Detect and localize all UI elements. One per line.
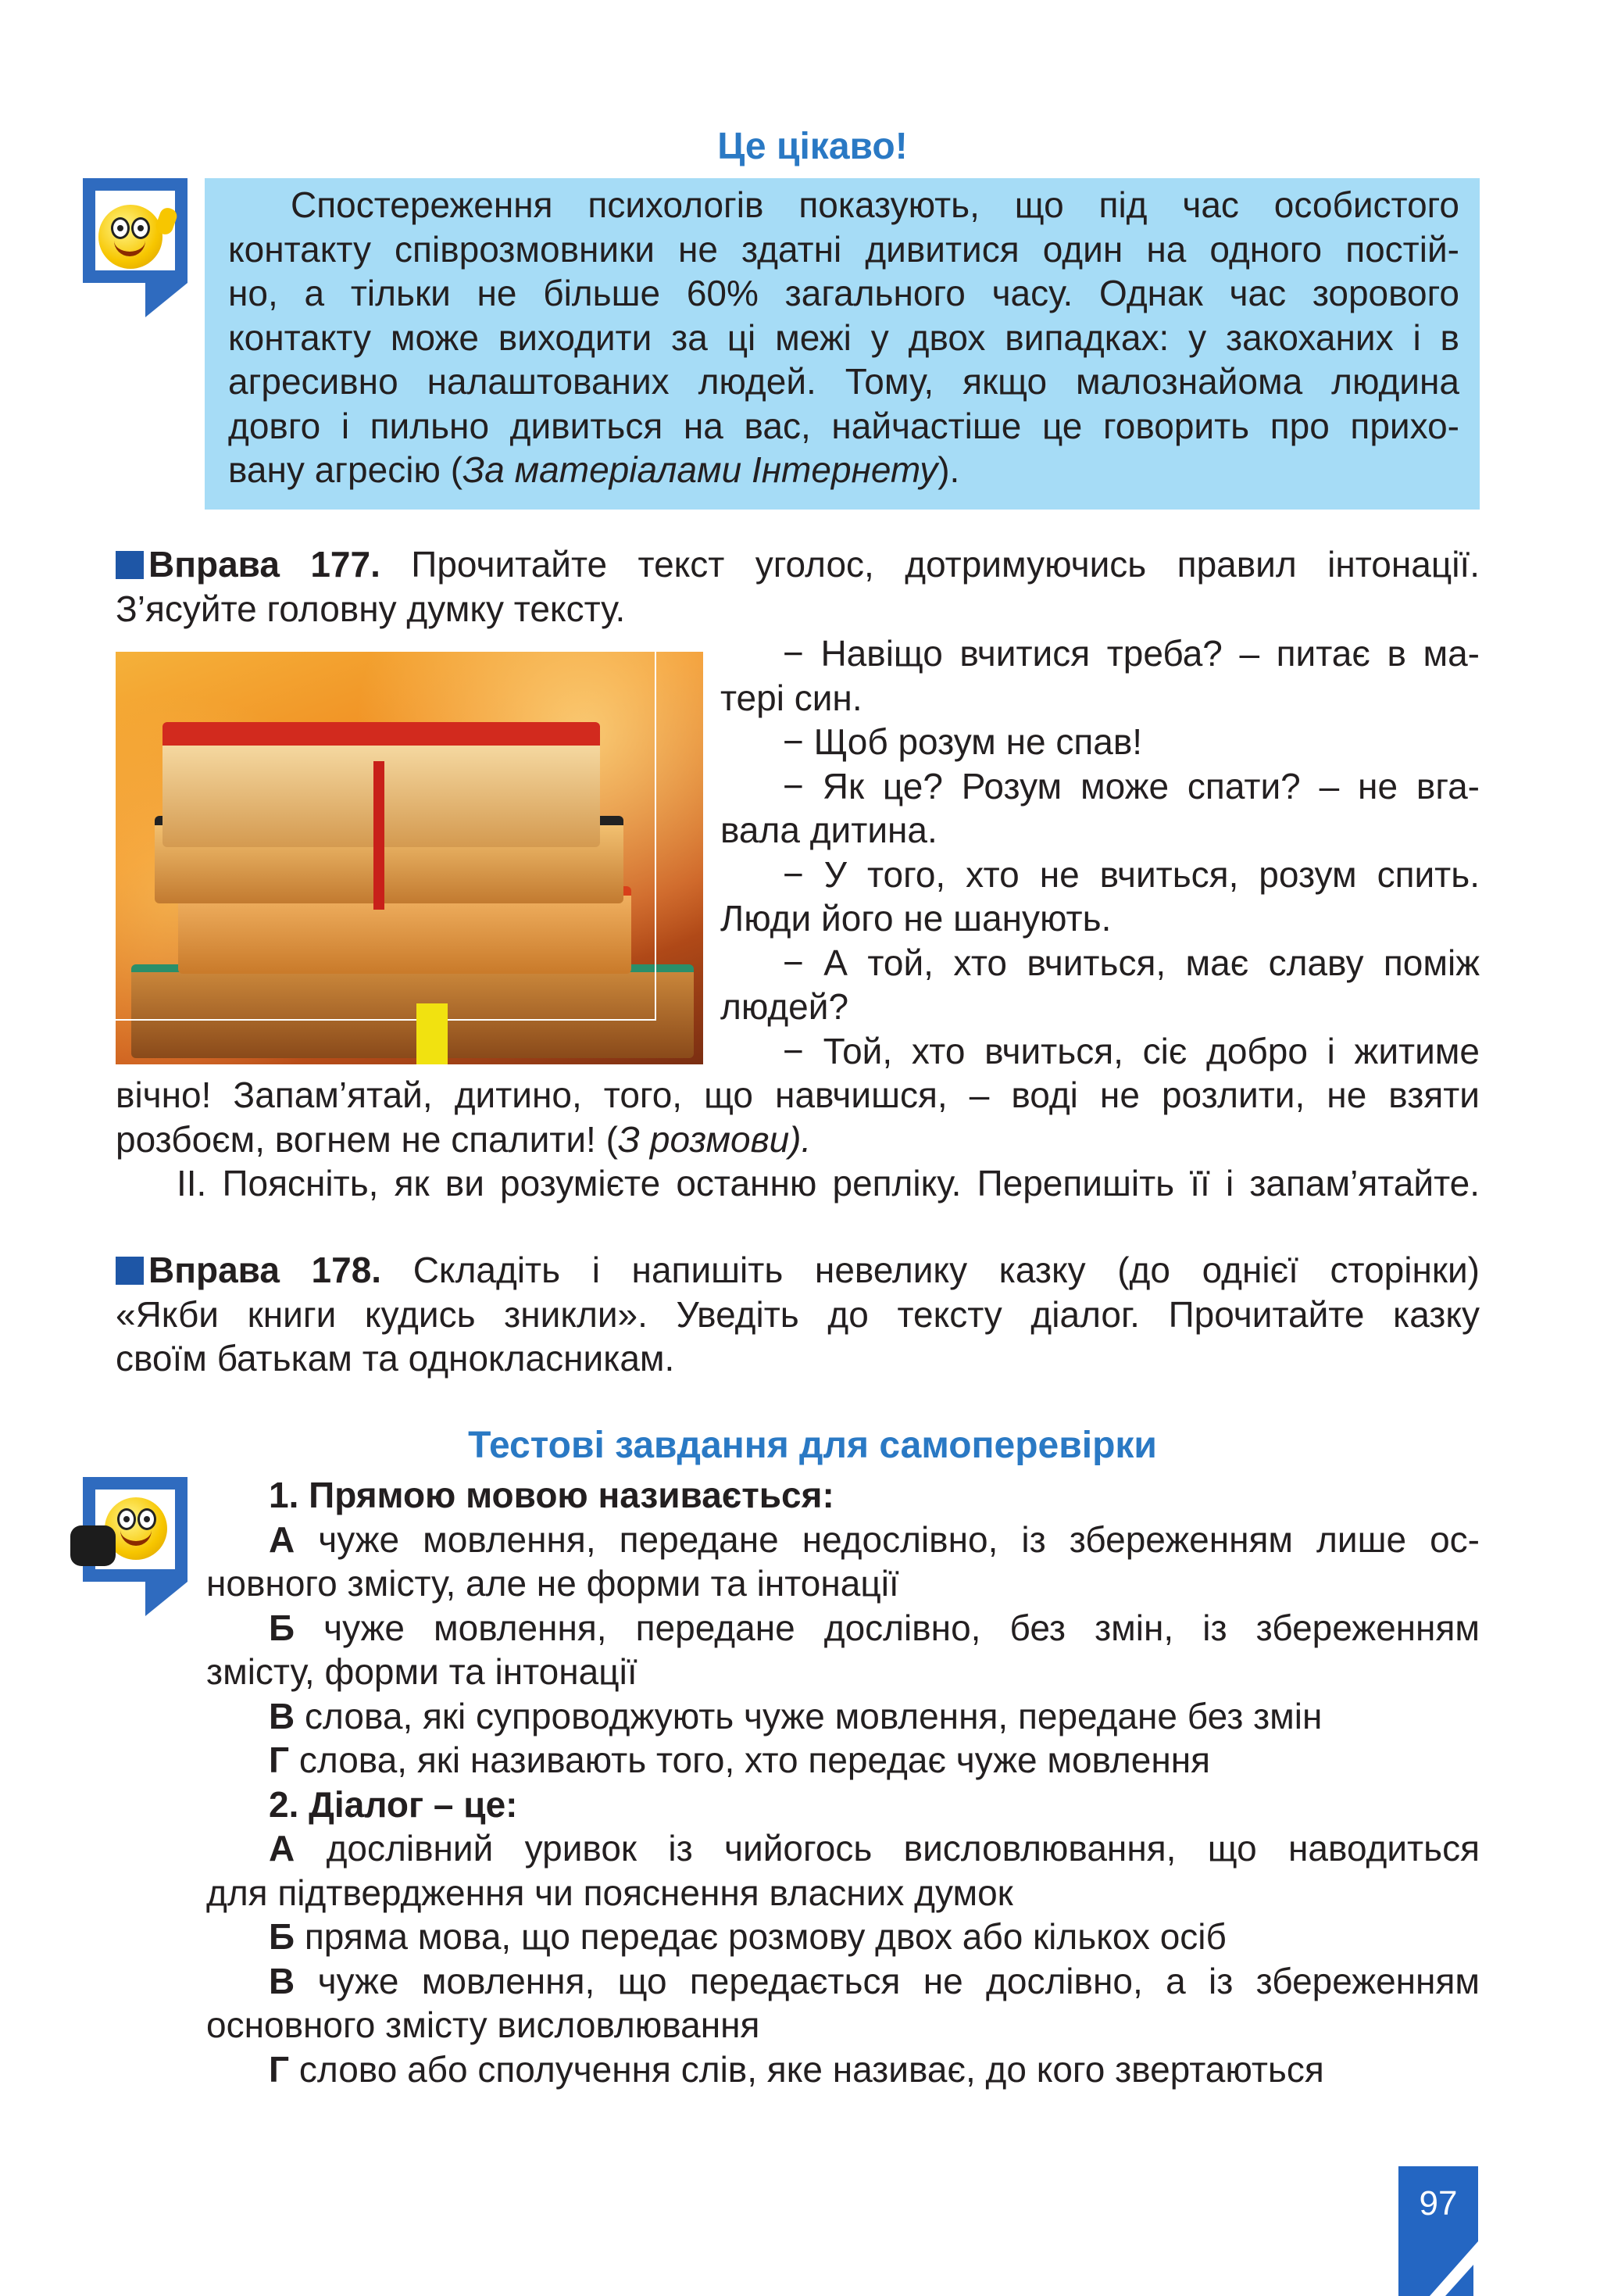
- dialog-line: Люди його не шанують.: [720, 898, 1112, 939]
- dialog-line: людей?: [720, 986, 849, 1027]
- exercise-177-label: Вправа 177.: [148, 544, 380, 585]
- dialog-line: − Щоб розум не спав!: [783, 721, 1143, 762]
- dialog-line: − Навіщо вчитися треба? – питає в ма-: [783, 633, 1480, 674]
- dialog-line: тері син.: [720, 677, 862, 718]
- interesting-line: контакту співрозмовники не здатні дивитися один на одного постій-: [228, 228, 1459, 270]
- dialog-line: − У того, хто не вчиться, розум спить.: [783, 853, 1480, 895]
- answer-option: Б пряма мова, що передає розмову двох або кількох осіб: [269, 1916, 1227, 1957]
- answer-option: А чуже мовлення, передане недослівно, із збереженням лише ос-: [269, 1518, 1480, 1560]
- dialog-line: вічно! Запам’ятай, дитино, того, що навчишся, – воді не розлити, не взяти: [116, 1075, 1480, 1115]
- dialog-source: З розмови).: [617, 1118, 812, 1160]
- answer-option: В слова, які супроводжують чуже мовлення, передане без змін: [269, 1695, 1323, 1736]
- exercise-178-line: «Якби книги кудись зникли». Уведіть до тексту діалог. Прочитайте казку: [116, 1293, 1480, 1335]
- page-number: 97: [1419, 2184, 1458, 2223]
- answer-option: А дослівний уривок із чийогось висловлювання, що наводиться: [269, 1828, 1480, 1869]
- dialog-line: − Той, хто вчиться, сіє добро і житиме: [783, 1030, 1480, 1071]
- exercise-marker-icon: [116, 1257, 144, 1285]
- exercise-178-line: Вправа 178. Складіть і напишіть невелику казку (до однієї сторінки): [116, 1248, 1480, 1293]
- interesting-line: Спостереження психологів показують, що під час особистого: [291, 184, 1459, 225]
- interesting-line: контакту може виходити за ці межі у двох випадках: у закоханих і в: [228, 317, 1459, 358]
- tests-title: Тестові завдання для самоперевірки: [468, 1425, 1157, 1466]
- question-2: 2. Діалог – це:: [269, 1783, 518, 1825]
- answer-option-cont: основного змісту висловлювання: [206, 2005, 760, 2045]
- exercise-178-label: Вправа 178.: [148, 1250, 382, 1290]
- page-number-tab: [1398, 2166, 1478, 2296]
- interesting-line: довго і пильно дивиться на вас, найчастіше це говорить про прихо-: [228, 405, 1459, 446]
- answer-option-cont: змісту, форми та інтонації: [206, 1651, 638, 1692]
- dialog-line: розбоєм, вогнем не спалити! (З розмови).: [116, 1118, 812, 1160]
- answer-option-cont: новного змісту, але не форми та інтонації: [206, 1563, 899, 1604]
- exercise-178: [116, 1248, 1480, 1381]
- exercise-177-dialog: [720, 631, 1480, 1073]
- tests-mascot-icon: [83, 1477, 188, 1582]
- interesting-line: вану агресію (За матеріалами Інтернету).: [228, 449, 960, 490]
- dialog-line: вала дитина.: [720, 810, 938, 850]
- interesting-line: агресивно налаштованих людей. Тому, якщо малознайома людина: [228, 361, 1459, 402]
- answer-option: Г слова, які називають того, хто передає чуже мовлення: [269, 1740, 1211, 1780]
- interesting-source: За матеріалами Інтернету: [462, 449, 938, 490]
- exercise-marker-icon: [116, 551, 144, 579]
- books-photo: [116, 652, 703, 1064]
- exercise-177: [116, 542, 1480, 631]
- answer-option: Г слово або сполучення слів, яке називає, до кого звертаються: [269, 2048, 1324, 2090]
- interesting-line: но, а тільки не більше 60% загального часу. Однак час зорового: [228, 273, 1459, 313]
- dialog-line: − Як це? Розум може спати? – не вга-: [783, 765, 1480, 806]
- exercise-178-line: своїм батькам та однокласникам.: [116, 1338, 675, 1379]
- interesting-title: Це цікаво!: [717, 126, 908, 167]
- answer-option: Б чуже мовлення, передане дослівно, без змін, із збереженням: [269, 1607, 1480, 1648]
- interesting-text: [228, 183, 1459, 492]
- exercise-177-line: З’ясуйте головну думку тексту.: [116, 588, 626, 629]
- exercise-177-continued: [116, 1073, 1480, 1206]
- interesting-mascot-icon: [83, 178, 188, 283]
- dialog-line: − А той, хто вчиться, має славу поміж: [783, 942, 1480, 983]
- exercise-177-task2: ІІ. Поясніть, як ви розумієте останню репліку. Перепишіть її і запам’ятайте.: [177, 1163, 1480, 1203]
- answer-option: В чуже мовлення, що передається не дослівно, а із збереженням: [269, 1960, 1480, 2001]
- tests-questions: [206, 1473, 1480, 2091]
- exercise-177-line: Вправа 177. Прочитайте текст уголос, дотримуючись правил інтонації.: [116, 542, 1480, 587]
- answer-option-cont: для підтвердження чи пояснення власних думок: [206, 1872, 1013, 1913]
- question-1: 1. Прямою мовою називається:: [269, 1475, 834, 1515]
